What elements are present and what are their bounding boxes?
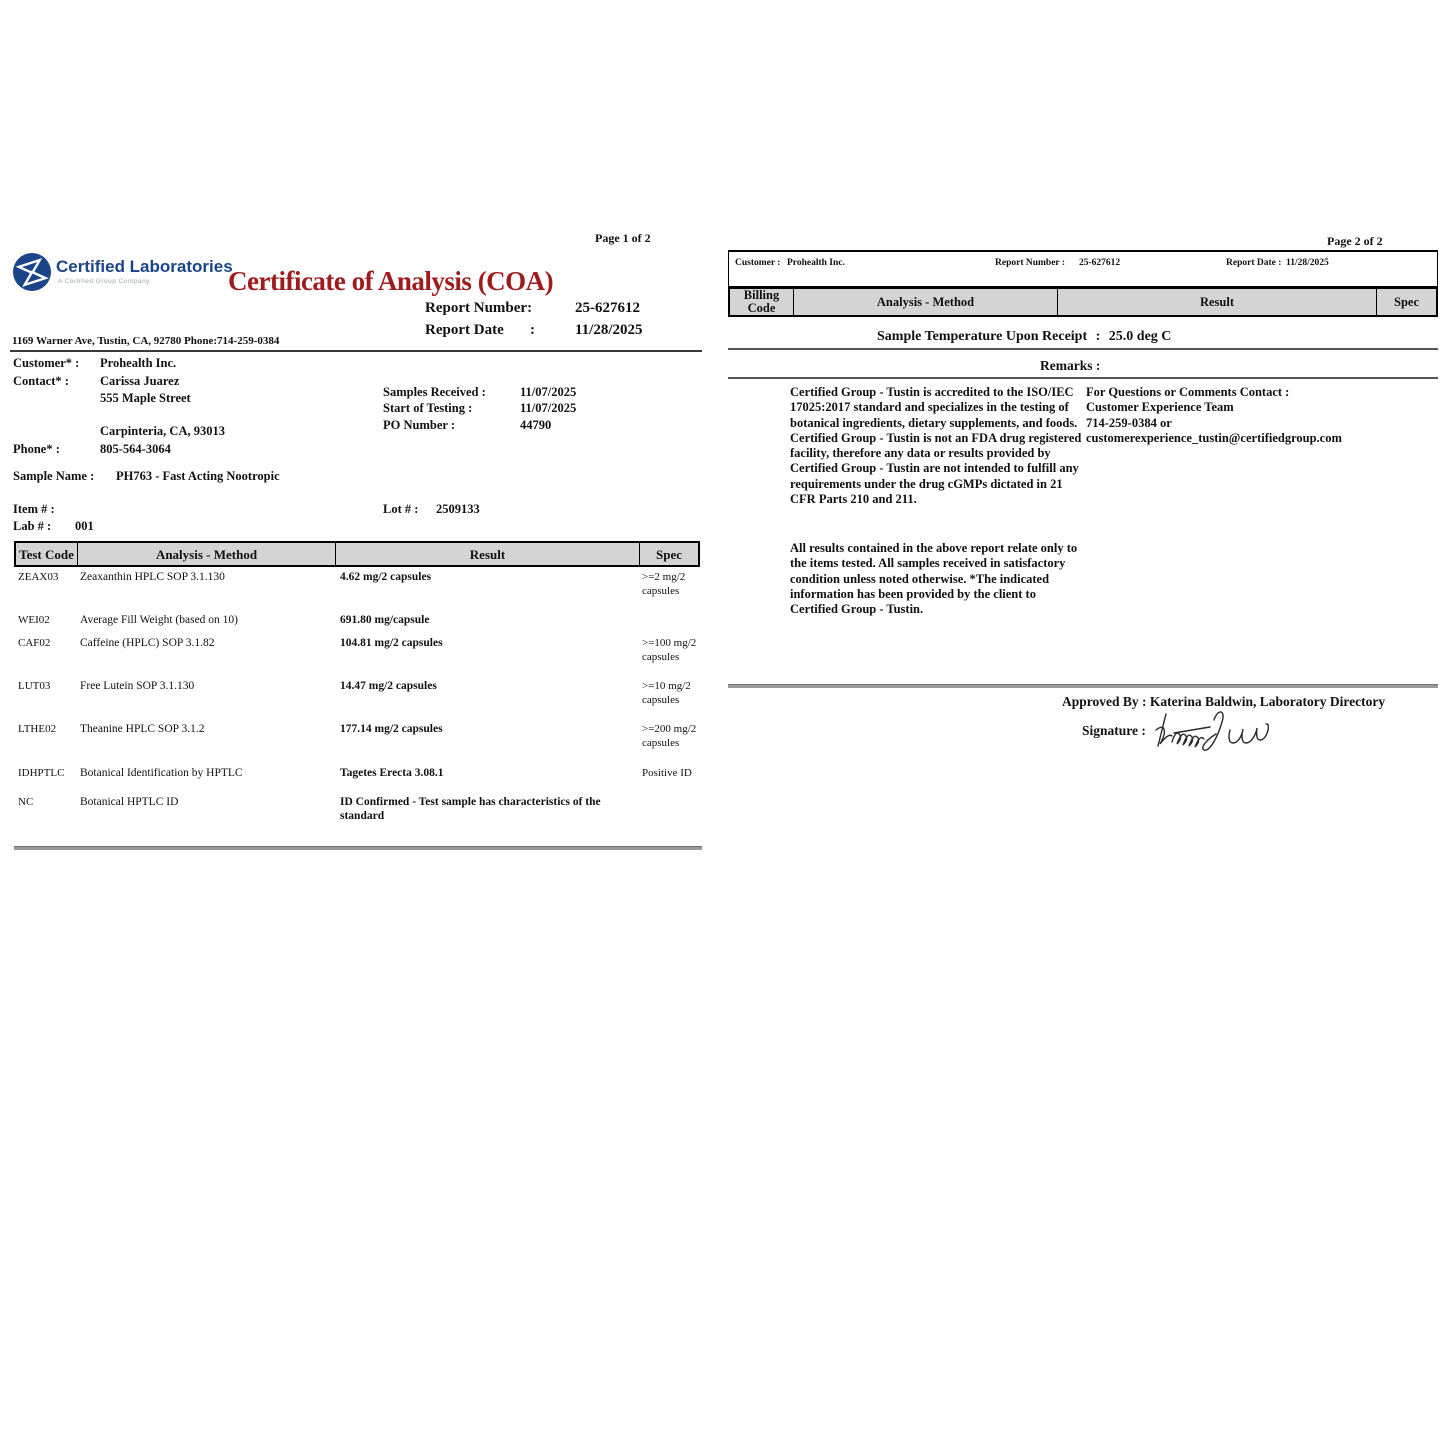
po-number-value: 44790 (520, 418, 552, 432)
contact-label: Contact* : (13, 374, 69, 388)
page2-divider-3 (728, 684, 1438, 688)
sample-temperature-line (877, 329, 1171, 345)
brand-tagline: A Certified Group Company (58, 278, 150, 285)
row-test-code: ZEAX03 (18, 571, 59, 583)
start-of-testing-label: Start of Testing : (383, 401, 473, 415)
lot-number-label: Lot # : (383, 502, 419, 516)
customer-value: Prohealth Inc. (100, 356, 177, 370)
po-number-label: PO Number : (383, 418, 455, 432)
row-test-code: WEI02 (18, 614, 50, 626)
sample-name-value: PH763 - Fast Acting Nootropic (116, 469, 280, 483)
lot-number-value: 2509133 (436, 502, 480, 516)
sample-name-label: Sample Name : (13, 469, 95, 483)
row-analysis-method: Zeaxanthin HPLC SOP 3.1.130 (80, 571, 225, 583)
sample-temperature-label: Sample Temperature Upon Receipt (877, 329, 1088, 344)
contact-phone: 714-259-0384 or (1086, 415, 1172, 430)
row-spec: >=10 mg/2 capsules (642, 680, 691, 706)
p2-report-number-value: 25-627612 (1079, 258, 1121, 268)
row-result: 104.81 mg/2 capsules (340, 637, 443, 649)
contact-block (1086, 385, 1386, 446)
header-spec: Spec (656, 546, 682, 562)
contact-name: Carissa Juarez (100, 374, 180, 388)
start-of-testing-value: 11/07/2025 (520, 401, 577, 415)
row-analysis-method: Botanical HPTLC ID (80, 796, 179, 808)
signature-scribble (1152, 706, 1302, 758)
row-test-code: LUT03 (18, 680, 51, 692)
p2-report-date-label: Report Date : (1226, 258, 1282, 268)
brand-name: Certified Laboratories (56, 257, 233, 276)
p2-report-number-label: Report Number : (995, 258, 1066, 268)
page2-customer-strip (728, 250, 1438, 287)
contact-street: 555 Maple Street (100, 391, 191, 405)
contact-email: customerexperience_tustin@certifiedgroup.com (1086, 430, 1342, 445)
sample-temperature-value: 25.0 deg C (1108, 329, 1172, 344)
approved-by-line: Approved By : Katerina Baldwin, Laboratory Directory (1062, 694, 1386, 709)
results-table-header (14, 541, 700, 567)
row-result: 691.80 mg/capsule (340, 614, 430, 626)
phone-label: Phone* : (13, 442, 60, 456)
item-number-label: Item # : (13, 502, 55, 516)
report-number-label: Report Number: (425, 300, 533, 316)
row-test-code: LTHE02 (18, 723, 57, 735)
phone-value: 805-564-3064 (100, 442, 171, 456)
p2-customer-label: Customer : (735, 258, 781, 268)
lab-number-label: Lab # : (13, 519, 52, 533)
page2-divider-2 (728, 377, 1438, 379)
page2-page-indicator: Page 2 of 2 (1327, 234, 1383, 248)
report-date-label: Report Date (425, 322, 504, 338)
page1-header-divider (10, 350, 702, 352)
samples-received-label: Samples Received : (383, 385, 486, 399)
row-result: 14.47 mg/2 capsules (340, 680, 437, 692)
page2-table-header (728, 287, 1438, 317)
row-spec: Positive ID (642, 767, 692, 779)
row-spec: >=2 mg/2 capsules (642, 571, 686, 597)
remarks-paragraph-1: Certified Group - Tustin is accredited to the ISO/IEC 17025:2017 standard and specializes in the testing of botanical ingredients, dietary supplements, and foods. Certified Group - Tustin is not an FDA drug registered facility, therefore any data or results provided by Certified Group - Tustin are not intended to fulfill any requirements under the drug cGMPs dictated in 21 CFR Parts 210 and 211. (790, 385, 1082, 507)
row-test-code: IDHPTLC (18, 767, 65, 779)
sample-temperature-colon: : (1095, 329, 1101, 344)
report-number-value: 25-627612 (575, 300, 640, 316)
header-analysis-method: Analysis - Method (78, 543, 336, 565)
lab-number-value: 001 (75, 519, 94, 533)
header-analysis-method: Analysis - Method (794, 289, 1058, 315)
report-date-colon: : (530, 322, 535, 338)
header-result: Result (336, 543, 640, 565)
remarks-paragraph-2: All results contained in the above report relate only to the items tested. All samples received in satisfactory condition unless noted otherwise. *The indicated information has been provided by the client to Certified Group - Tustin. (790, 541, 1078, 617)
row-analysis-method: Free Lutein SOP 3.1.130 (80, 680, 195, 692)
row-test-code: CAF02 (18, 637, 51, 649)
header-result: Result (1058, 289, 1377, 315)
row-result: 4.62 mg/2 capsules (340, 571, 432, 583)
header-spec: Spec (1394, 294, 1419, 309)
row-analysis-method: Caffeine (HPLC) SOP 3.1.82 (80, 637, 215, 649)
header-billing-code: Billing Code (730, 289, 794, 315)
row-analysis-method: Botanical Identification by HPTLC (80, 767, 243, 779)
signature-label: Signature : (1082, 723, 1146, 738)
row-analysis-method: Average Fill Weight (based on 10) (80, 614, 239, 626)
contact-team: Customer Experience Team (1086, 400, 1234, 415)
page2-divider-1 (728, 348, 1438, 350)
header-test-code: Test Code (16, 543, 78, 565)
contact-heading: For Questions or Comments Contact : (1086, 385, 1290, 399)
row-spec: >=200 mg/2 capsules (642, 723, 697, 749)
page1-page-indicator: Page 1 of 2 (595, 231, 651, 245)
row-analysis-method: Theanine HPLC SOP 3.1.2 (80, 723, 205, 735)
report-date-value: 11/28/2025 (575, 322, 643, 338)
row-result: Tagetes Erecta 3.08.1 (340, 767, 444, 779)
row-result: ID Confirmed - Test sample has characteristics of the standard (340, 796, 601, 822)
page1-footer-divider (14, 846, 702, 850)
row-result: 177.14 mg/2 capsules (340, 723, 443, 735)
row-spec: >=100 mg/2 capsules (642, 637, 697, 663)
row-test-code: NC (18, 796, 34, 808)
samples-received-value: 11/07/2025 (520, 385, 577, 399)
customer-label: Customer* : (13, 356, 80, 370)
lab-address: 1169 Warner Ave, Tustin, CA, 92780 Phone:714-259-0384 (12, 335, 280, 347)
p2-report-date-value: 11/28/2025 (1286, 258, 1329, 268)
document-title: Certificate of Analysis (COA) (228, 266, 554, 296)
remarks-heading: Remarks : (1040, 358, 1101, 373)
p2-customer-value: Prohealth Inc. (787, 258, 845, 268)
contact-city: Carpinteria, CA, 93013 (100, 424, 225, 438)
certified-laboratories-logo-icon (12, 252, 52, 292)
